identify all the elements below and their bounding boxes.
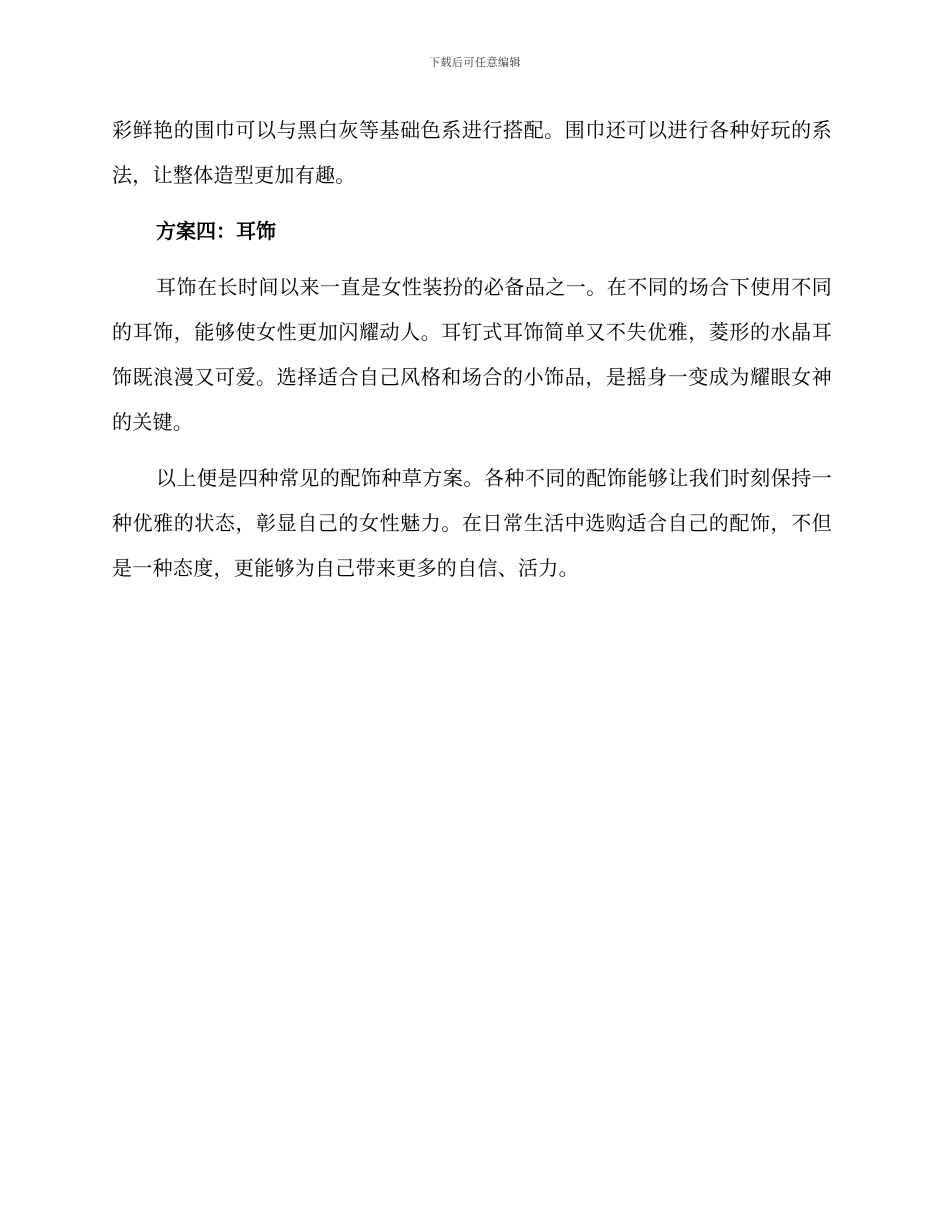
- paragraph-earrings: 耳饰在长时间以来一直是女性装扮的必备品之一。在不同的场合下使用不同的耳饰，能够使女性更加闪耀动人。耳钉式耳饰简单又不失优雅，菱形的水晶耳饰既浪漫又可爱。选择适合自己风格和场合的小饰品，是摇身一变成为耀眼女神的关键。: [112, 275, 832, 434]
- section-heading-earrings: 方案四：耳饰: [156, 219, 276, 243]
- paragraph-scarf-continuation: 彩鲜艳的围巾可以与黑白灰等基础色系进行搭配。围巾还可以进行各种好玩的系法，让整体造型更加有趣。: [112, 118, 832, 187]
- paragraph-conclusion: 以上便是四种常见的配饰种草方案。各种不同的配饰能够让我们时刻保持一种优雅的状态，彰显自己的女性魅力。在日常生活中选购适合自己的配饰，不但是一种态度，更能够为自己带来更多的自信、活力。: [112, 466, 832, 580]
- document-body: [112, 108, 832, 602]
- page-header: 下载后可任意编辑: [429, 56, 521, 69]
